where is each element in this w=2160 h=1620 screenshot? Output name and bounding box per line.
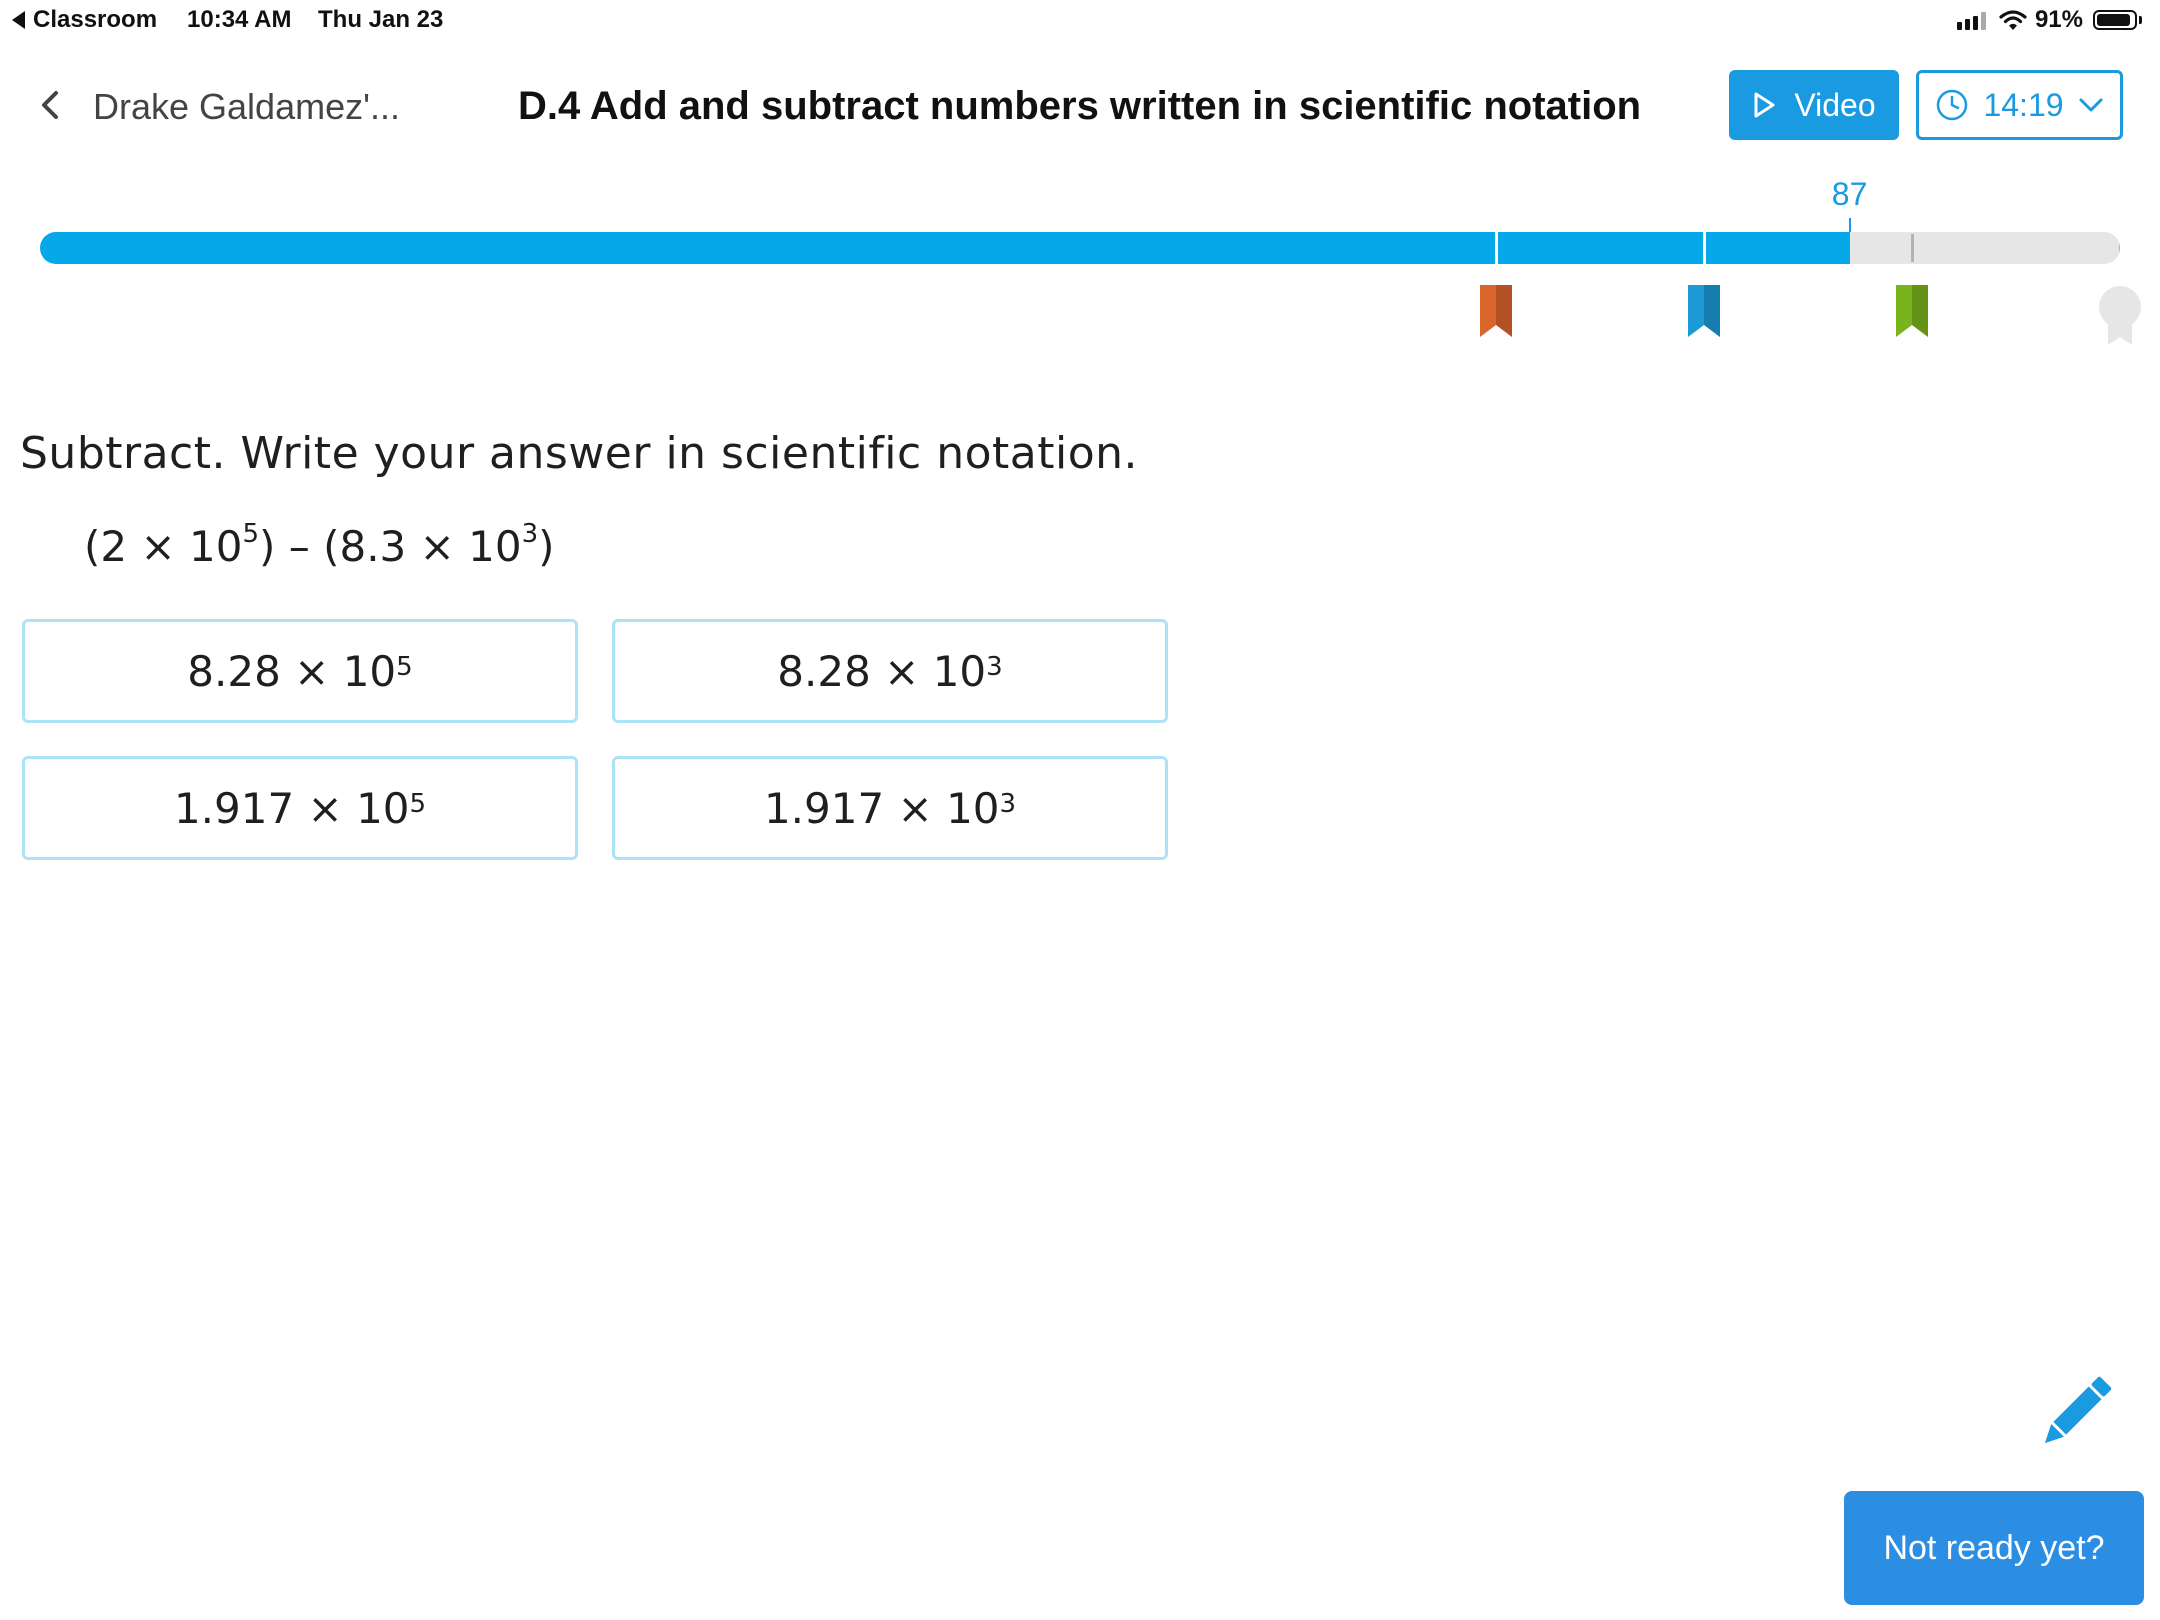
timer-value: 14:19 [1983,86,2064,123]
milestone-marker [1911,234,1914,262]
return-to-app[interactable] [12,6,157,34]
expr-part-2: ) – (8.3 × 10 [259,522,522,571]
pencil-icon[interactable] [2030,1366,2122,1458]
expr-exponent-1: 5 [242,519,259,549]
choice-base: 8.28 × 10 [187,646,397,696]
milestone-marker [1495,232,1498,264]
progress-track [40,232,2120,264]
back-triangle-icon [12,11,25,29]
choice-exponent: 5 [396,652,413,682]
return-app-label: Classroom [33,6,158,33]
choice-exponent: 3 [986,652,1003,682]
status-time: 10:34 AM [187,6,292,33]
trophy-medal-icon [2097,285,2143,347]
ribbon-icon [1896,285,1928,339]
wifi-icon [1999,9,2027,31]
status-bar [0,0,2160,40]
choice-exponent: 3 [999,789,1017,819]
skill-title: D.4 Add and subtract numbers written in scientific notation [518,84,1642,128]
not-ready-button[interactable]: Not ready yet? [1844,1491,2144,1605]
smartscore-value: 87 [1831,176,1868,212]
ribbon-icon [1480,285,1512,339]
video-label: Video [1794,86,1876,123]
battery-icon [2093,10,2142,30]
question-prompt: Subtract. Write your answer in scientific notation. [20,428,1139,479]
choice-base: 1.917 × 10 [763,783,1000,833]
smartscore-progress [0,170,2160,350]
ribbon-icon [1688,285,1720,339]
status-date: Thu Jan 23 [318,6,444,33]
cellular-signal-icon [1957,10,1989,30]
answer-choice[interactable] [612,756,1168,860]
answer-choice[interactable] [22,756,578,860]
expr-part-1: (2 × 10 [84,522,243,571]
milestone-marker [2119,234,2121,262]
choice-base: 1.917 × 10 [173,783,410,833]
chevron-down-icon [2078,96,2104,114]
answer-choice[interactable] [22,619,578,723]
math-expression [84,519,555,571]
play-icon [1752,91,1776,119]
answer-choice[interactable] [612,619,1168,723]
milestone-marker [1703,232,1706,264]
clock-icon [1935,88,1969,122]
header [0,60,2160,150]
video-button[interactable] [1729,70,1899,140]
timer-button[interactable] [1916,70,2123,140]
progress-fill [40,232,1850,264]
expr-part-3: ) [538,522,555,571]
student-name[interactable]: Drake Galdamez'... [93,86,400,127]
choice-exponent: 5 [409,789,427,819]
choice-base: 8.28 × 10 [777,646,987,696]
expr-exponent-2: 3 [521,519,539,549]
battery-percent: 91% [2034,6,2083,33]
chevron-left-icon[interactable] [36,88,66,122]
status-indicators [1957,6,2142,34]
